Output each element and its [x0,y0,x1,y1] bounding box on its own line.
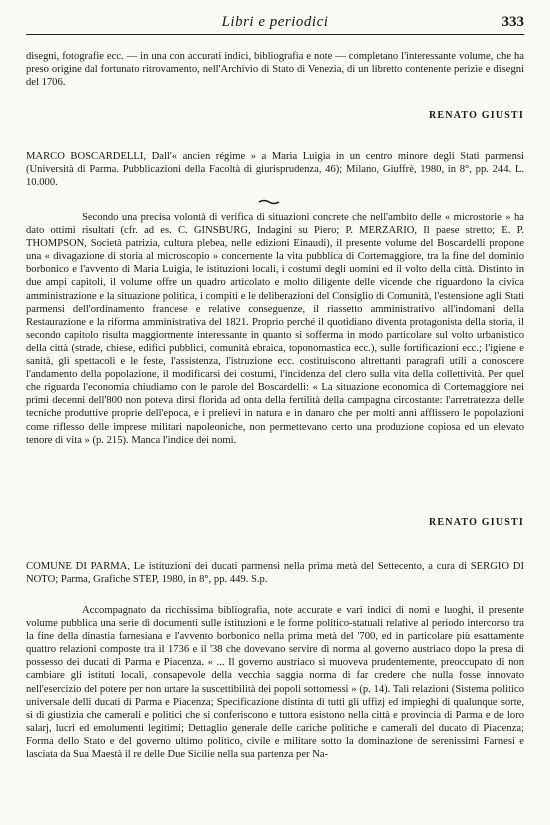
review-1-tail: disegni, fotografie ecc. — in una con accurati indici, bibliografia e note — completano l'interessante volume, che ha preso origine dal fortunato ritrovamento, nell'Archivio di Stato di Venezia, di un libretto contenente perizie e disegni del 1706. [26,51,524,89]
review-3-reference: COMUNE DI PARMA, Le istituzioni dei ducati parmensi nella prima metà del Settecento, a cura di SERGIO DI NOTO; Parma, Grafiche STEP, 1980, in 8°, pp. 449. S.p. [26,561,524,586]
review-1-signature: RENATO GIUSTI [429,110,524,121]
review-2-signature: RENATO GIUSTI [429,517,524,528]
page-number: 333 [501,14,524,30]
review-3-body: Accompagnato da ricchissima bibliografia, note accurate e vari indici di nomi e luoghi, il presente volume pubblica una serie di documenti sulle istituzioni e le forme politico-statuali relative al periodo intercorso tra la fine della dinastia farnesiana e l'avvento borbonico nella prima metà del '700, ed in particolare più esattamente quattro relazioni composte tra il 1736 e il '38 che dovevano servire di norma al governo austriaco dopo la presa di possesso dei ducati di Parma e Piacenza. « ... Il governo austriaco si muoveva prudentemente, preoccupato di non cambiare gli istituti locali, consapevole della vecchia saggia norma di far credere che nulla fosse innovato nell'esercizio del potere per non urtare la suscettibilità dei popoli sottomessi » (p. 14). Tali relazioni (Sistema politico universale delli ducati di Parma e Piacenza; Specificazione distinta di tutti gli uffizj ed impieghi di qualunque sorte, sì di giustizia che camerali e politici che si conferiscono e tuttora esistono nella città e provincia di Parma e de loro salarj, lucri ed emolumenti legitimi; Dettaglio generale delle cariche politiche e camerali del ducato di Piacenza; Forma dello Stato e del governo ultimo politico, civile e militare sotto la dominazione de serenissimi Farnesi e lasciata da Sua Maestà il re delle Due Sicilie nella sua partenza per Na- [26,605,524,761]
section-ornament [258,198,280,206]
review-2-reference: MARCO BOSCARDELLI, Dall'« ancien régime » a Maria Luigia in un centro minore degli Stati parmensi (Università di Parma. Pubblicazioni della Facoltà di giurisprudenza, 46); Milano, Giuffrè, 1980, in 8°, pp. 244. L. 10.000. [26,151,524,189]
page-header [26,14,524,35]
running-title: Libri e periodici [221,14,329,30]
review-2-body: Secondo una precisa volontà di verifica di situazioni concrete che nell'ambito delle « microstorie » ha dato ottimi risultati (cfr. ad es. C. GINSBURG, Indagini su Piero; P. MERZARIO, Il paese stretto; E. P. THOMPSON, Società patrizia, cultura plebea, nelle edizioni Einaudi), il presente volume del Boscardelli propone una « divagazione di storia al microscopio » concernente la vita pubblica di Cortemaggiore, tra la fine del dominio borbonico e l'avvento di Maria Luigia, le istituzioni locali, i costumi degli uomini ed il volto della città. Distinto in due ampi capitoli, il volume offre un quadro articolato e molto diligente delle vicende che riguardono la civica amministrazione e la situazione politica, i compiti e le deliberazioni del Consiglio di Comunità, l'estensione agli Stati parmensi dell'ordinamento francese e relative conseguenze, il riassetto amministrativo all'indomani della Restaurazione e la riforma amministrativa del 1821. Proprio perché il quotidiano diventa protagonista della storia, il secondo capitolo risulta maggiormente interessante in quanto si sofferma in modo particolare sul volto urbanistico della città (strade, chiese, edifici pubblici, comunità ebraica, toponomastica ecc.), sulle fortificazioni ecc.; l'igiene e sanità, gli spettacoli e le feste, l'assistenza, l'istruzione ecc. costituiscono altrettanti paragrafi utili a conoscere l'andamento della popolazione, il modificarsi dei costumi, l'incidenza del clero sulla vita della collettività. Per quel che riguarda l'economia chiudiamo con le parole del Boscardelli: « La situazione economica di Cortemaggiore nei primi decenni dell'800 non poteva dirsi florida ad onta della fertilità della campagna circostante: l'arretratezza delle tecniche produttive proprie dell'epoca, e i prelievi in natura e in danaro che per molti anni afflissero le popolazioni come riflesso delle imprese militari napoleoniche, non permettevano certo una produzione copiosa ed un elevato tenore di vita » (p. 215). Manca l'indice dei nomi. [26,212,524,446]
